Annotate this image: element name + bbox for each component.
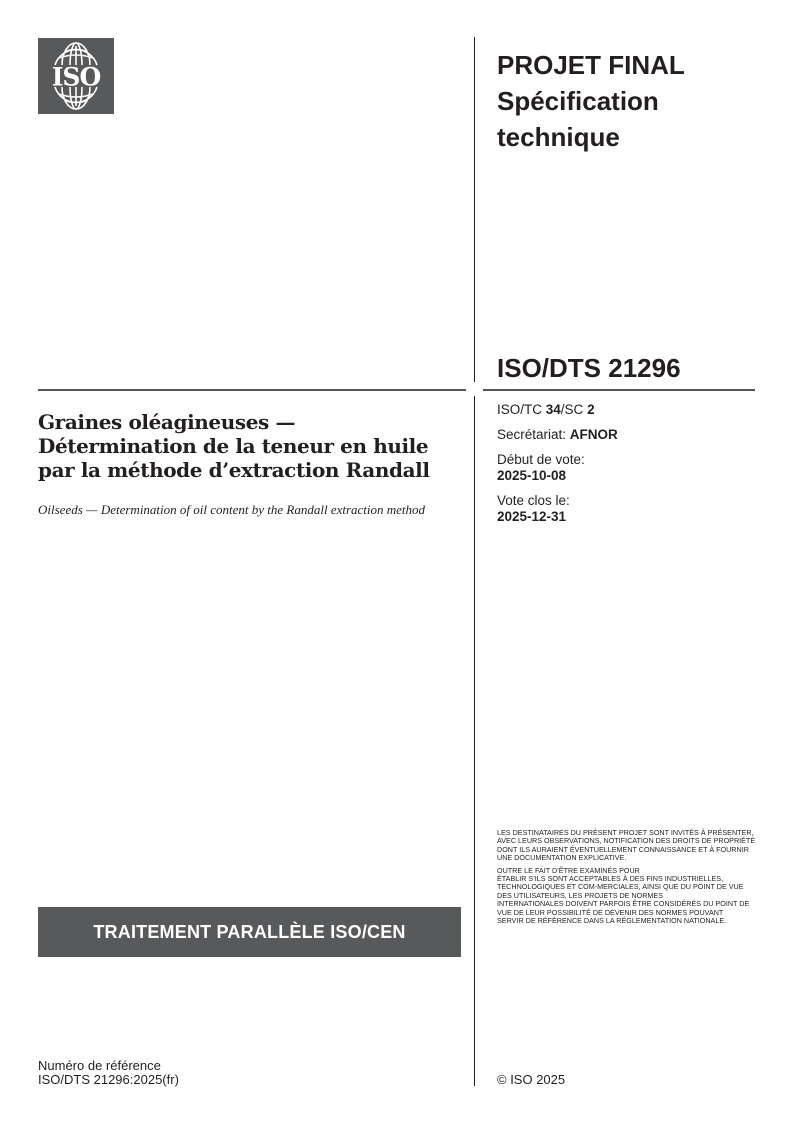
draft-notice — [497, 829, 757, 929]
horizontal-divider-left — [38, 389, 466, 391]
svg-text:ISO: ISO — [51, 62, 101, 92]
committee-mid: /SC — [560, 402, 588, 417]
iso-logo — [38, 38, 114, 114]
notice-line: OUTRE LE FAIT D’ÊTRE EXAMINÉS POUR — [497, 865, 640, 875]
vertical-divider-bottom — [474, 396, 475, 1086]
vote-end-date: 2025-12-31 — [497, 509, 567, 524]
vote-end — [497, 493, 618, 525]
document-title-fr — [38, 410, 468, 482]
reference-number — [38, 1059, 179, 1087]
title-line-1: Graines oléagineuses — — [38, 410, 296, 434]
document-metadata — [497, 402, 618, 534]
title-line-2: Détermination de la teneur en huile — [38, 434, 429, 458]
document-title-en: Oilseeds — Determination of oil content by the Randall extraction method — [38, 502, 426, 517]
horizontal-divider-right — [483, 389, 755, 391]
notice-paragraph-2 — [497, 867, 757, 926]
vote-start — [497, 452, 618, 484]
notice-paragraph-1: LES DESTINATAIRES DU PRÉSENT PROJET SONT INVITÉS À PRÉSENTER, AVEC LEURS OBSERVATIONS, NOTIFICATION DES DROITS DE PROPRIÉTÉ DONT ILS AURAIENT ÉVENTUELLEMENT CONNAISSANCE ET À FOURNIR UNE DOCUMENTATION EXPLICATIVE. — [497, 828, 756, 863]
copyright: © ISO 2025 — [497, 1072, 566, 1087]
vote-start-date: 2025-10-08 — [497, 468, 567, 483]
document-number: ISO/DTS 21296 — [497, 353, 681, 383]
document-stage-header — [497, 47, 685, 155]
reference-value: ISO/DTS 21296:2025(fr) — [38, 1072, 179, 1087]
secretariat-line — [497, 427, 618, 443]
sc-number: 2 — [587, 402, 595, 417]
secretariat-value: AFNOR — [569, 427, 618, 442]
notice-line: INTERNATIONALES DOIVENT PARFOIS ÊTRE CONSIDÉRÉS DU POINT DE VUE DE LEUR POSSIBILITÉ DE DEVENIR DES NORMES POUVANT — [497, 899, 750, 917]
stage-label: PROJET FINAL — [497, 50, 685, 80]
notice-line: SERVIR DE RÉFÉRENCE DANS LA RÉGLEMENTATION NATIONALE. — [497, 916, 727, 926]
vote-start-label: Début de vote: — [497, 452, 585, 467]
title-line-3: par la méthode d’extraction Randall — [38, 458, 430, 482]
banner-text: TRAITEMENT PARALLÈLE ISO/CEN — [93, 921, 406, 942]
tc-number: 34 — [545, 402, 561, 417]
parallel-processing-banner — [38, 907, 461, 957]
committee-line — [497, 402, 618, 418]
reference-label: Numéro de référence — [38, 1058, 161, 1073]
iso-globe-logo-icon — [38, 38, 114, 114]
committee-prefix: ISO/TC — [497, 402, 546, 417]
doc-type-line2: technique — [497, 122, 620, 152]
secretariat-label: Secrétariat: — [497, 427, 570, 442]
vertical-divider-top — [474, 37, 475, 382]
vote-end-label: Vote clos le: — [497, 493, 570, 508]
notice-line: ÉTABLIR S’ILS SONT ACCEPTABLES À DES FINS INDUSTRIELLES, TECHNOLOGIQUES ET COM-MERCIALES, AINSI QUE DU POINT DE VUE DES UTILISATEURS, LES PROJETS DE NORMES — [497, 874, 744, 900]
doc-type-line1: Spécification — [497, 86, 659, 116]
